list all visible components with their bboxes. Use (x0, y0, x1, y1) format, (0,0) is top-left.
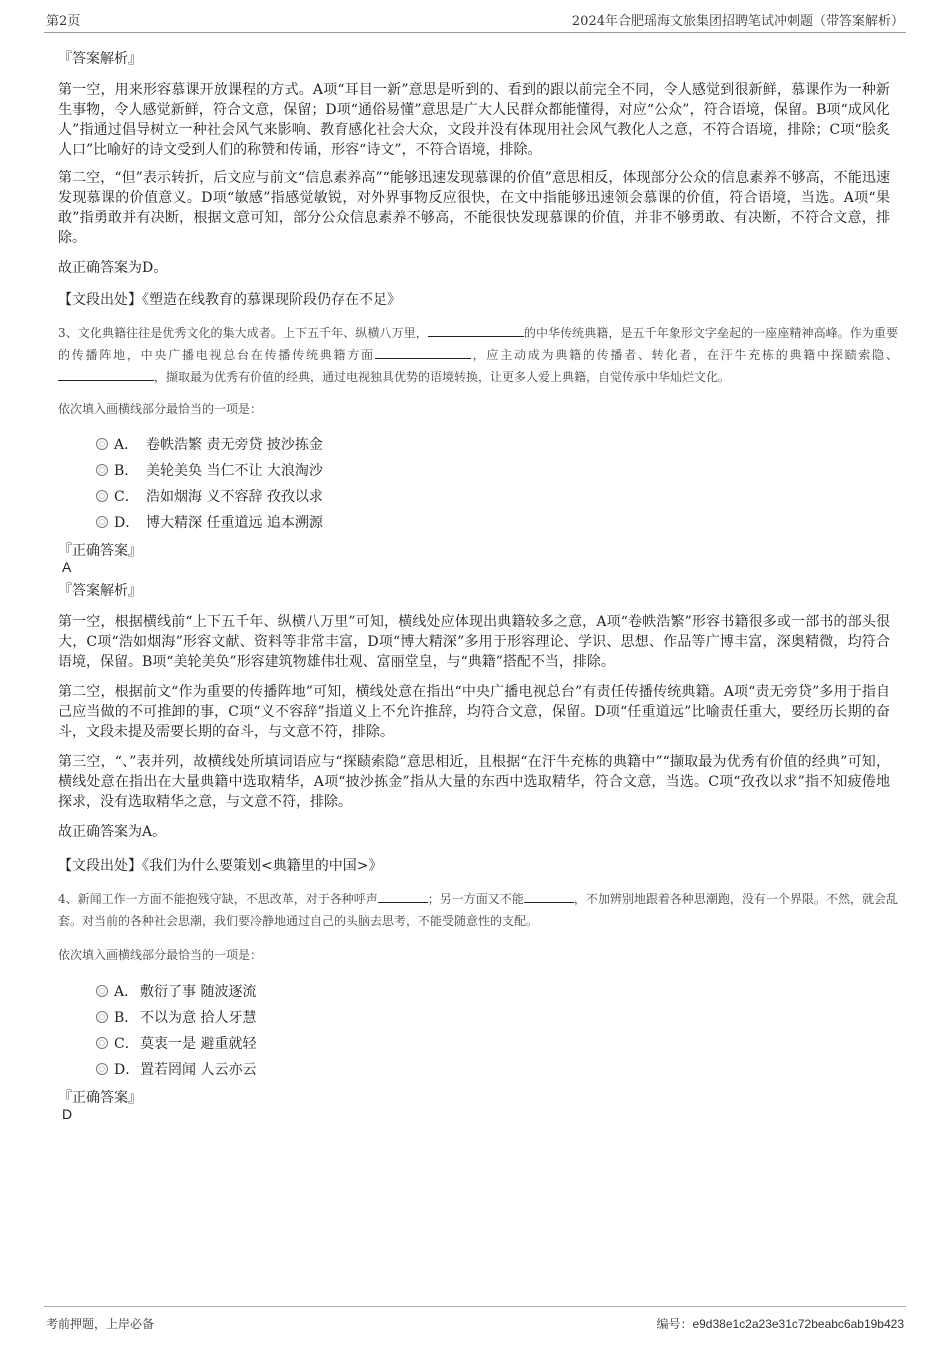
q2-source (58, 290, 890, 310)
radio-icon[interactable] (96, 985, 108, 997)
option-text: 博大精深 任重道远 追本溯源 (146, 515, 323, 531)
q2-analysis-p2: 第二空，“但”表示转折，后文应与前文“信息素养高”“能够迅速发现慕课的价值”意思相反，体现部分公众的信息素养不够高，不能迅速发现慕课的价值意义。D项“敏感”指感觉敏锐，对外界事物反应很快，在文中指能够迅速领会慕课的价值，符合语境，当选。A项“果敢”指勇敢并有决断，根据文意可知，部分公众信息素养不够高，不能很快发现慕课的价值，并非不够勇敢、有决断，不符合文意，排除。 (58, 170, 890, 246)
option-text: 卷帙浩繁 责无旁贷 披沙拣金 (146, 437, 323, 453)
option-text: 敷衍了事 随波逐流 (140, 984, 257, 1000)
radio-icon[interactable] (96, 438, 108, 450)
q4-stem (58, 888, 898, 932)
code-value: e9d38e1c2a23e31c72beabc6ab19b423 (692, 1317, 904, 1331)
option-letter: D． (114, 1062, 140, 1078)
radio-icon[interactable] (96, 516, 108, 528)
radio-icon[interactable] (96, 1011, 108, 1023)
q4-stem-part: 不然，就会乱套。对当前的各种社会思潮，我们要冷静地通过自己的头脑去思考，不能受随意性的支配。 (58, 892, 898, 928)
footer-code (656, 1315, 904, 1332)
option-text: 莫衷一是 避重就轻 (140, 1036, 257, 1052)
option-text: 置若罔闻 人云亦云 (140, 1062, 257, 1078)
q4-option-c[interactable] (96, 1033, 256, 1053)
q3-option-d[interactable] (96, 512, 323, 532)
radio-icon[interactable] (96, 1037, 108, 1049)
option-letter: B． (114, 463, 139, 479)
q4-prompt: 依次填入画横线部分最恰当的一项是： (58, 948, 263, 962)
q2-analysis-label: 『答案解析』 (58, 51, 142, 67)
source-title: 《塑造在线教育的慕课现阶段仍存在不足》 (142, 292, 401, 308)
source-title: 《我们为什么要策划<典籍里的中国>》 (142, 858, 383, 874)
q3-stem-part: 高峰。作为重要的传播阵地，中央广播电视总台在传播传统典籍方面 (58, 326, 898, 362)
footer-slogan: 考前押题，上岸必备 (46, 1317, 155, 1331)
document-title: 2024年合肥瑶海文旅集团招聘笔试冲刺题（带答案解析） (571, 14, 904, 29)
header-divider (44, 32, 906, 33)
page-number: 第2页 (46, 14, 81, 29)
q2-analysis-p1: 第一空，用来形容慕课开放课程的方式。A项“耳目一新”意思是听到的、看到的跟以前完全不同，令人感觉到很新鲜，慕课作为一种新生事物，令人感觉新鲜，符合文意，保留；D项“通俗易懂”意思是广大人民群众都能懂得，对应“公众”，符合语境，保留。B项“成风化人”指通过倡导树立一种社会风气来影响、教育感化社会大众，文段并没有体现用社会风气教化人之意，不符合语境，排除；C项“脍炙人口”比喻好的诗文受到人们的称赞和传诵，形容“诗文”，不符合语境，排除。 (58, 82, 890, 158)
option-letter: B． (114, 1010, 139, 1026)
q4-stem-part: ；另一方面又不能 (427, 892, 524, 906)
q4-blank-2 (524, 888, 574, 903)
q3-stem-part: 中探赜索隐、 (817, 348, 898, 362)
radio-icon[interactable] (96, 1063, 108, 1075)
q3-option-c[interactable] (96, 486, 323, 506)
q3-answer: A (62, 559, 72, 575)
option-text: 不以为意 拾人牙慧 (140, 1010, 257, 1026)
q3-analysis-p1: 第一空，根据横线前“上下五千年、纵横八万里”可知，横线处应体现出典籍较多之意，A项“卷帙浩繁”形容书籍很多或一部书的部头很大，C项“浩如烟海”形容文献、资料等非常丰富，D项“博大精深”多用于形容理论、学识、思想、作品等广博丰富，深奥精微，均符合语境，保留。B项“美轮美奂”形容建筑物雄伟壮观、富丽堂皇，与“典籍”搭配不当，排除。 (58, 614, 890, 670)
q3-blank-3 (58, 366, 154, 381)
q3-analysis-p2: 第二空，根据前文“作为重要的传播阵地”可知，横线处意在指出“中央广播电视总台”有责任传播传统典籍。A项“责无旁贷”多用于指自己应当做的不可推卸的事，C项“义不容辞”指道义上不允许推辞，均符合文意，保留。D项“任重道远”比喻责任重大，要经历长期的奋斗，文段未提及需要长期的奋斗，与文意不符，排除。 (58, 684, 890, 740)
q3-stem-part: ，撷取最为优秀有价值的经典，通过电视独具优势的语境转换，让更多人爱上典籍，自觉传承中华灿烂文化。 (154, 370, 731, 384)
q4-option-d[interactable] (96, 1059, 256, 1079)
q3-correct-label: 『正确答案』 (58, 543, 142, 559)
q4-answer: D (62, 1106, 73, 1122)
q3-stem-part: 的中华传统典籍，是五千年象形文字垒起的一座座精神 (523, 326, 814, 340)
code-label: 编号： (656, 1317, 693, 1331)
q3-analysis-p3: 第三空，“、”表并列，故横线处所填词语应与“探赜索隐”意思相近，且根据“在汗牛充栋的典籍中”“撷取最为优秀有价值的经典”可知，横线处意在指出在大量典籍中选取精华，A项“披沙拣金”指从大量的东西中选取精华，符合文意，当选。C项“孜孜以求”指不知疲倦地探求，没有选取精华之意，与文意不符，排除。 (58, 754, 890, 810)
source-tag: 【文段出处】 (58, 292, 142, 308)
option-letter: A． (114, 984, 139, 1000)
q3-stem-part: 3、文化典籍往往是优秀文化的集大成者。上下五千年、纵横八万里， (58, 326, 428, 340)
source-tag: 【文段出处】 (58, 858, 142, 874)
q3-option-b[interactable] (96, 460, 323, 480)
q4-correct-label: 『正确答案』 (58, 1090, 142, 1106)
q3-option-a[interactable] (96, 434, 323, 454)
radio-icon[interactable] (96, 464, 108, 476)
option-text: 浩如烟海 义不容辞 孜孜以求 (146, 489, 323, 505)
q4-stem-part: ，不加辨别地跟着各种思潮跑，没有一个界限。 (573, 892, 826, 906)
radio-icon[interactable] (96, 490, 108, 502)
q3-conclusion: 故正确答案为A。 (58, 824, 167, 840)
q4-stem-part: 4、新闻工作一方面不能抱残守缺，不思改革，对于各种呼声 (58, 892, 378, 906)
q4-option-a[interactable] (96, 981, 256, 1001)
option-text: 美轮美奂 当仁不让 大浪淘沙 (146, 463, 323, 479)
option-letter: C． (114, 489, 139, 505)
q4-blank-1 (378, 888, 428, 903)
q2-conclusion: 故正确答案为D。 (58, 260, 168, 276)
q3-source (58, 856, 890, 876)
q3-prompt: 依次填入画横线部分最恰当的一项是： (58, 402, 263, 416)
q3-blank-1 (428, 322, 524, 337)
q3-blank-2 (375, 344, 471, 359)
option-letter: C． (114, 1036, 139, 1052)
q3-stem-part: ，应主动成为典籍的传播者、转化者，在汗牛充栋的典籍 (470, 348, 818, 362)
option-letter: A． (114, 437, 139, 453)
q3-analysis-label: 『答案解析』 (58, 583, 142, 599)
footer-divider (44, 1306, 906, 1307)
q3-stem (58, 322, 898, 388)
option-letter: D． (114, 515, 140, 531)
q4-option-b[interactable] (96, 1007, 256, 1027)
